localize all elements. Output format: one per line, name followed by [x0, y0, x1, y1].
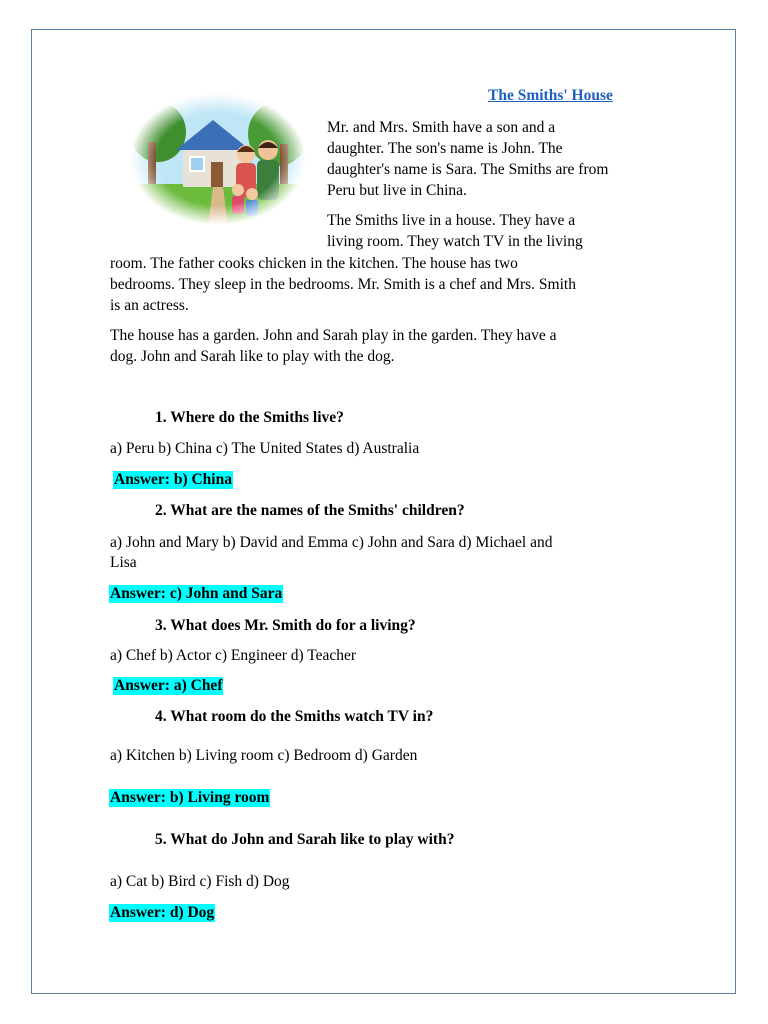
question-2-options: a) John and Mary b) David and Emma c) John and Sara d) Michael and [110, 534, 553, 551]
question-1-answer: Answer: b) China [114, 471, 232, 488]
question-3-options: a) Chef b) Actor c) Engineer d) Teacher [110, 647, 357, 664]
passage-line: is an actress. [110, 297, 189, 314]
question-4: 4. What room do the Smiths watch TV in? [155, 708, 434, 725]
question-5: 5. What do John and Sarah like to play with? [155, 831, 455, 848]
question-2-answer: Answer: c) John and Sara [110, 585, 283, 602]
passage-line: The Smiths live in a house. They have a [327, 212, 576, 229]
passage-line: daughter. The son's name is John. The [327, 140, 563, 157]
passage-line: living room. They watch TV in the living [327, 233, 583, 250]
question-1: 1. Where do the Smiths live? [155, 409, 344, 426]
question-3: 3. What does Mr. Smith do for a living? [155, 617, 416, 634]
question-4-answer: Answer: b) Living room [110, 789, 270, 806]
passage-line: dog. John and Sarah like to play with the dog. [110, 348, 395, 365]
question-5-answer: Answer: d) Dog [110, 904, 215, 921]
question-2-options-continued: Lisa [110, 554, 137, 571]
document-title: The Smiths' House [488, 87, 613, 104]
question-2: 2. What are the names of the Smiths' children? [155, 502, 465, 519]
passage-line: room. The father cooks chicken in the kitchen. The house has two [110, 255, 518, 272]
passage-line: The house has a garden. John and Sarah play in the garden. They have a [110, 327, 557, 344]
passage-line: daughter's name is Sara. The Smiths are from [327, 161, 609, 178]
passage-line: bedrooms. They sleep in the bedrooms. Mr. Smith is a chef and Mrs. Smith [110, 276, 576, 293]
passage-line: Peru but live in China. [327, 182, 467, 199]
question-1-options: a) Peru b) China c) The United States d) Australia [110, 440, 420, 457]
question-3-answer: Answer: a) Chef [114, 677, 223, 694]
passage-line: Mr. and Mrs. Smith have a son and a [327, 119, 556, 136]
question-5-options: a) Cat b) Bird c) Fish d) Dog [110, 873, 290, 890]
family-house-illustration [128, 92, 308, 227]
question-4-options: a) Kitchen b) Living room c) Bedroom d) Garden [110, 747, 418, 764]
